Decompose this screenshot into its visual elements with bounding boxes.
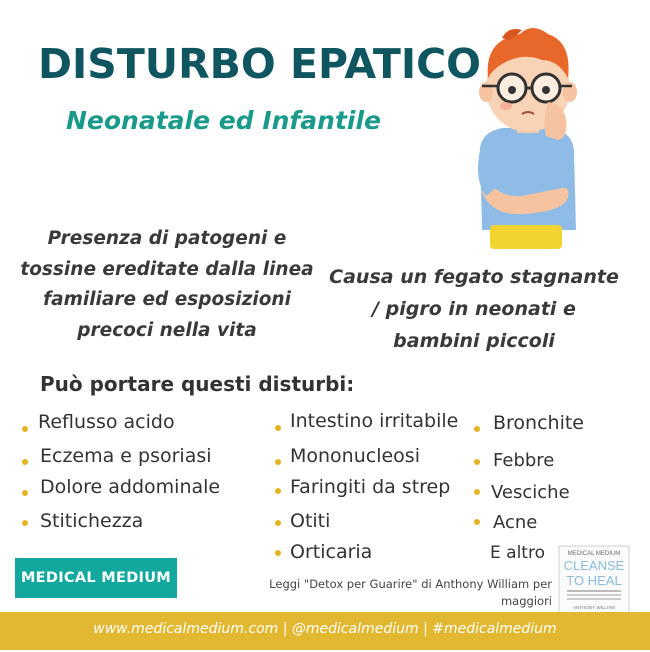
list-item: Vesciche (491, 482, 570, 503)
book-author: ANTHONY WILLIAM (573, 605, 615, 610)
list-item: Faringiti da strep (290, 476, 451, 498)
list-item: Stitichezza (40, 510, 144, 532)
cause-right-line: Causa un fegato stagnante (329, 266, 619, 288)
list-item: Acne (493, 512, 538, 533)
cause-left-line: precoci nella vita (77, 319, 257, 341)
bullet-icon (474, 489, 480, 495)
cause-description-left (14, 224, 320, 346)
cause-right-line: bambini piccoli (393, 330, 555, 352)
book-series-label: MEDICAL MEDIUM (567, 551, 621, 557)
bullet-icon (275, 520, 281, 526)
bullet-icon (275, 488, 281, 494)
bullet-icon (275, 550, 281, 556)
cause-right-line: / pigro in neonati e (372, 298, 576, 320)
book-title-line1: CLEANSE (563, 558, 625, 573)
bullet-icon (22, 459, 28, 465)
bullet-icon (22, 490, 28, 496)
book-title-line2: TO HEAL (566, 573, 622, 588)
bullet-icon (275, 459, 281, 465)
bullet-icon (474, 426, 480, 432)
bullet-icon (474, 519, 480, 525)
medical-medium-badge: MEDICAL MEDIUM (15, 558, 177, 598)
cause-left-line: Presenza di patogeni e (47, 228, 287, 249)
footer-links: www.medicalmedium.com | @medicalmedium | #medicalmedium (93, 621, 557, 637)
bullet-icon (22, 426, 28, 432)
page-subtitle: Neonatale ed Infantile (66, 106, 382, 135)
bullet-icon (22, 520, 28, 526)
page-title: DISTURBO EPATICO (38, 40, 482, 88)
list-item: Otiti (290, 510, 331, 532)
list-item: Reflusso acido (38, 411, 175, 433)
bullet-icon (474, 459, 480, 465)
list-item: Febbre (493, 450, 555, 471)
cause-left-line: tossine ereditate dalla linea (20, 258, 314, 280)
bullet-icon (275, 425, 281, 431)
cause-left-line: familiare ed esposizioni (43, 289, 291, 310)
list-item: Bronchite (493, 412, 585, 434)
read-note-line: Leggi "Detox per Guarire" di Anthony William per maggiori (269, 577, 552, 608)
disorders-list-heading: Può portare questi disturbi: (40, 372, 355, 396)
list-item: Eczema e psoriasi (40, 445, 212, 467)
list-item-more: E altro (490, 543, 545, 563)
list-item: Mononucleosi (290, 445, 420, 467)
list-item: Orticaria (290, 541, 373, 563)
list-item: Intestino irritabile (290, 410, 459, 432)
cause-description-right (318, 261, 630, 357)
list-item: Dolore addominale (40, 476, 221, 498)
thinking-boy-illustration (462, 20, 592, 250)
